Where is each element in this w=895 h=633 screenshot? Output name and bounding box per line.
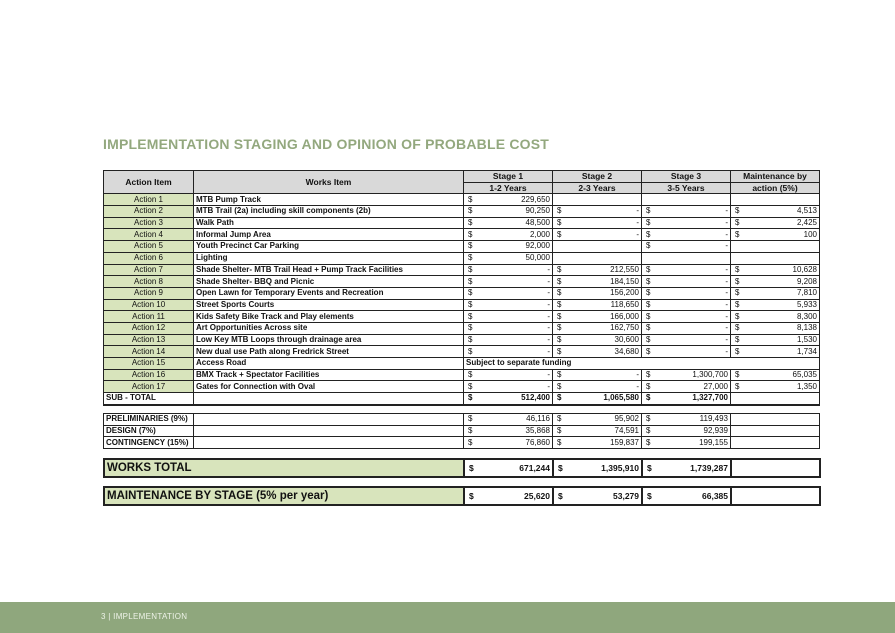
action-cell: Action 10 — [104, 299, 194, 311]
header-stage1: Stage 1 — [464, 171, 553, 183]
stage-cost-cell: - — [547, 311, 550, 321]
header-action-item: Action Item — [104, 171, 194, 194]
stage-cost-cell: - — [547, 346, 550, 356]
stage-cost-cell: 90,250 — [525, 206, 550, 216]
action-cell: Action 8 — [104, 276, 194, 288]
stage-cost-cell: 48,500 — [525, 218, 550, 228]
table-row — [104, 358, 820, 370]
works-item-cell: Gates for Connection with Oval — [194, 381, 464, 393]
maintenance-cell: 7,810 — [796, 288, 817, 298]
stage-cost-cell: - — [725, 218, 728, 228]
stage-cost-cell: - — [725, 311, 728, 321]
stage-cost-cell: 1,300,700 — [692, 370, 728, 380]
works-item-cell: MTB Pump Track — [194, 194, 464, 206]
header-maintenance-2: action (5%) — [731, 182, 820, 194]
stage-cost-cell: 166,000 — [610, 311, 639, 321]
stage-cost-cell: - — [725, 334, 728, 344]
header-stage2-years: 2-3 Years — [553, 182, 642, 194]
works-total-table — [103, 458, 821, 478]
action-cell: Action 12 — [104, 322, 194, 334]
funding-note: Subject to separate funding — [464, 358, 820, 370]
table-row: Action 17 Gates for Connection with Oval $ - $ - $ 27,000 $ 1,350 — [104, 381, 820, 393]
stage-cost-cell: - — [547, 299, 550, 309]
works-item-cell: Youth Precinct Car Parking — [194, 241, 464, 253]
action-cell: Action 17 — [104, 381, 194, 393]
stage-cost-cell: 74,591 — [614, 426, 639, 436]
cost-table — [103, 170, 820, 406]
extras-row: DESIGN (7%) $ 35,868 $ 74,591 $ 92,939 — [104, 425, 820, 437]
maintenance-cell: 9,208 — [796, 276, 817, 286]
works-item-cell: Shade Shelter- BBQ and Picnic — [194, 276, 464, 288]
works-item-cell: MTB Trail (2a) including skill components (2b) — [194, 206, 464, 218]
stage-cost-cell: - — [547, 264, 550, 274]
works-total-s3: 1,739,287 — [690, 463, 728, 473]
stage-cost-cell: - — [725, 229, 728, 239]
header-stage1-years: 1-2 Years — [464, 182, 553, 194]
works-item-cell: BMX Track + Spectator Facilities — [194, 369, 464, 381]
subtotal-s3: 1,327,700 — [692, 393, 728, 403]
stage-cost-cell: 50,000 — [525, 253, 550, 263]
stage-cost-cell: - — [725, 346, 728, 356]
works-item-cell: Kids Safety Bike Track and Play elements — [194, 311, 464, 323]
works-total-s1: 671,244 — [519, 463, 550, 473]
extras-table — [103, 413, 820, 449]
works-item-cell: Low Key MTB Loops through drainage area — [194, 334, 464, 346]
action-cell: Action 9 — [104, 287, 194, 299]
table-row: Action 3 Walk Path $ 48,500 $ - $ - $ 2,425 — [104, 217, 820, 229]
action-cell: Action 5 — [104, 241, 194, 253]
maintenance-total-s2: 53,279 — [613, 491, 639, 501]
stage-cost-cell: 199,155 — [699, 437, 728, 447]
works-item-cell: Walk Path — [194, 217, 464, 229]
stage-cost-cell: 119,493 — [699, 414, 728, 424]
stage-cost-cell: 35,868 — [525, 426, 550, 436]
works-item-cell: Lighting — [194, 252, 464, 264]
stage-cost-cell: - — [547, 334, 550, 344]
stage-cost-cell: 212,550 — [610, 264, 639, 274]
subtotal-label: SUB - TOTAL — [104, 393, 194, 405]
header-maintenance-1: Maintenance by — [731, 171, 820, 183]
stage-cost-cell: 92,939 — [703, 426, 728, 436]
stage-cost-cell: - — [636, 381, 639, 391]
maintenance-cell: 8,300 — [796, 311, 817, 321]
maintenance-total-s3: 66,385 — [702, 491, 728, 501]
stage-cost-cell: 76,860 — [525, 437, 550, 447]
works-total-label: WORKS TOTAL — [104, 459, 464, 477]
header-stage2: Stage 2 — [553, 171, 642, 183]
action-cell: Action 7 — [104, 264, 194, 276]
works-total-row: WORKS TOTAL $ 671,244 $ 1,395,910 $ 1,739,287 — [104, 459, 820, 477]
works-item-cell: Informal Jump Area — [194, 229, 464, 241]
stage-cost-cell: 162,750 — [610, 323, 639, 333]
maintenance-total-s1: 25,620 — [524, 491, 550, 501]
maintenance-total-table — [103, 486, 821, 506]
stage-cost-cell: 27,000 — [703, 381, 728, 391]
action-cell: Action 4 — [104, 229, 194, 241]
works-item-cell: New dual use Path along Fredrick Street — [194, 346, 464, 358]
stage-cost-cell: - — [636, 370, 639, 380]
works-total-s2: 1,395,910 — [601, 463, 639, 473]
stage-cost-cell: - — [725, 264, 728, 274]
maintenance-cell: 5,933 — [796, 299, 817, 309]
stage-cost-cell: - — [547, 276, 550, 286]
stage-cost-cell: - — [547, 323, 550, 333]
table-row: Action 4 Informal Jump Area $ 2,000 $ - $ - $ 100 — [104, 229, 820, 241]
extras-row: CONTINGENCY (15%) $ 76,860 $ 159,837 $ 199,155 — [104, 437, 820, 449]
header-stage3: Stage 3 — [642, 171, 731, 183]
maintenance-cell: 4,513 — [796, 206, 817, 216]
stage-cost-cell: - — [725, 299, 728, 309]
table-row: Action 11 Kids Safety Bike Track and Play elements $ - $ 166,000 $ - $ 8,300 — [104, 311, 820, 323]
action-cell: Action 15 — [104, 358, 194, 370]
stage-cost-cell: - — [725, 288, 728, 298]
stage-cost-cell: 92,000 — [525, 241, 550, 251]
table-row: Action 7 Shade Shelter- MTB Trail Head + Pump Track Facilities $ - $ 212,550 $ - $ 10,628 — [104, 264, 820, 276]
stage-cost-cell: 95,902 — [614, 414, 639, 424]
stage-cost-cell: - — [547, 381, 550, 391]
works-item-cell: Street Sports Courts — [194, 299, 464, 311]
works-item-cell: Shade Shelter- MTB Trail Head + Pump Track Facilities — [194, 264, 464, 276]
stage-cost-cell: - — [636, 229, 639, 239]
extras-label: CONTINGENCY (15%) — [104, 437, 194, 449]
table-row: Action 12 Art Opportunities Across site $ - $ 162,750 $ - $ 8,138 — [104, 322, 820, 334]
action-cell: Action 13 — [104, 334, 194, 346]
stage-cost-cell: 34,680 — [614, 346, 639, 356]
table-row: Action 5 Youth Precinct Car Parking $ 92,000 $ - — [104, 241, 820, 253]
maintenance-total-row: MAINTENANCE BY STAGE (5% per year) $ 25,620 $ 53,279 $ 66,385 — [104, 487, 820, 505]
action-cell: Action 6 — [104, 252, 194, 264]
table-row: Action 6 Lighting $ 50,000 — [104, 252, 820, 264]
maintenance-cell: 8,138 — [796, 323, 817, 333]
table-row: Action 8 Shade Shelter- BBQ and Picnic $ - $ 184,150 $ - $ 9,208 — [104, 276, 820, 288]
action-cell: Action 2 — [104, 206, 194, 218]
maintenance-cell: 65,035 — [792, 370, 817, 380]
table-row: Action 9 Open Lawn for Temporary Events and Recreation $ - $ 156,200 $ - $ 7,810 — [104, 287, 820, 299]
extras-label: DESIGN (7%) — [104, 425, 194, 437]
subtotal-row: SUB - TOTAL $ 512,400 $ 1,065,580 $ 1,327,700 — [104, 393, 820, 405]
stage-cost-cell: - — [636, 206, 639, 216]
works-item-cell: Open Lawn for Temporary Events and Recreation — [194, 287, 464, 299]
stage-cost-cell: 30,600 — [614, 334, 639, 344]
footer-text: 3 | IMPLEMENTATION — [101, 612, 188, 621]
subtotal-s2: 1,065,580 — [603, 393, 639, 403]
stage-cost-cell: 156,200 — [610, 288, 639, 298]
action-cell: Action 11 — [104, 311, 194, 323]
stage-cost-cell: 184,150 — [610, 276, 639, 286]
maintenance-cell: 1,530 — [796, 334, 817, 344]
header-stage3-years: 3-5 Years — [642, 182, 731, 194]
table-row: Action 14 New dual use Path along Fredrick Street $ - $ 34,680 $ - $ 1,734 — [104, 346, 820, 358]
page-title: IMPLEMENTATION STAGING AND OPINION OF PROBABLE COST — [103, 136, 550, 152]
table-row: Action 13 Low Key MTB Loops through drainage area $ - $ 30,600 $ - $ 1,530 — [104, 334, 820, 346]
table-row: Action 1 MTB Pump Track $ 229,650 — [104, 194, 820, 206]
maintenance-cell: 100 — [803, 229, 817, 239]
stage-cost-cell: 159,837 — [610, 437, 639, 447]
stage-cost-cell: - — [636, 218, 639, 228]
stage-cost-cell: - — [725, 323, 728, 333]
stage-cost-cell: 2,000 — [529, 229, 550, 239]
stage-cost-cell: - — [725, 241, 728, 251]
action-cell: Action 1 — [104, 194, 194, 206]
header-works-item: Works Item — [194, 171, 464, 194]
stage-cost-cell: 229,650 — [521, 194, 550, 204]
works-item-cell: Access Road — [194, 358, 464, 370]
action-cell: Action 14 — [104, 346, 194, 358]
footer-band — [0, 602, 895, 633]
maintenance-cell: 1,734 — [796, 346, 817, 356]
stage-cost-cell: - — [547, 370, 550, 380]
subtotal-s1: 512,400 — [521, 393, 550, 403]
stage-cost-cell: - — [725, 276, 728, 286]
table-row: Action 10 Street Sports Courts $ - $ 118,650 $ - $ 5,933 — [104, 299, 820, 311]
maintenance-total-label: MAINTENANCE BY STAGE (5% per year) — [104, 487, 464, 505]
works-item-cell: Art Opportunities Across site — [194, 322, 464, 334]
extras-label: PRELIMINARIES (9%) — [104, 414, 194, 426]
stage-cost-cell: 46,116 — [526, 414, 550, 424]
stage-cost-cell: - — [725, 206, 728, 216]
extras-row: PRELIMINARIES (9%) $ 46,116 $ 95,902 $ 119,493 — [104, 414, 820, 426]
action-cell: Action 16 — [104, 369, 194, 381]
action-cell: Action 3 — [104, 217, 194, 229]
table-row: Action 16 BMX Track + Spectator Facilities $ - $ - $ 1,300,700 $ 65,035 — [104, 369, 820, 381]
maintenance-cell: 1,350 — [796, 381, 817, 391]
stage-cost-cell: 118,650 — [610, 299, 639, 309]
maintenance-cell: 2,425 — [796, 218, 817, 228]
table-row: Action 2 MTB Trail (2a) including skill components (2b) $ 90,250 $ - $ - $ 4,513 — [104, 206, 820, 218]
stage-cost-cell: - — [547, 288, 550, 298]
maintenance-cell: 10,628 — [792, 264, 817, 274]
